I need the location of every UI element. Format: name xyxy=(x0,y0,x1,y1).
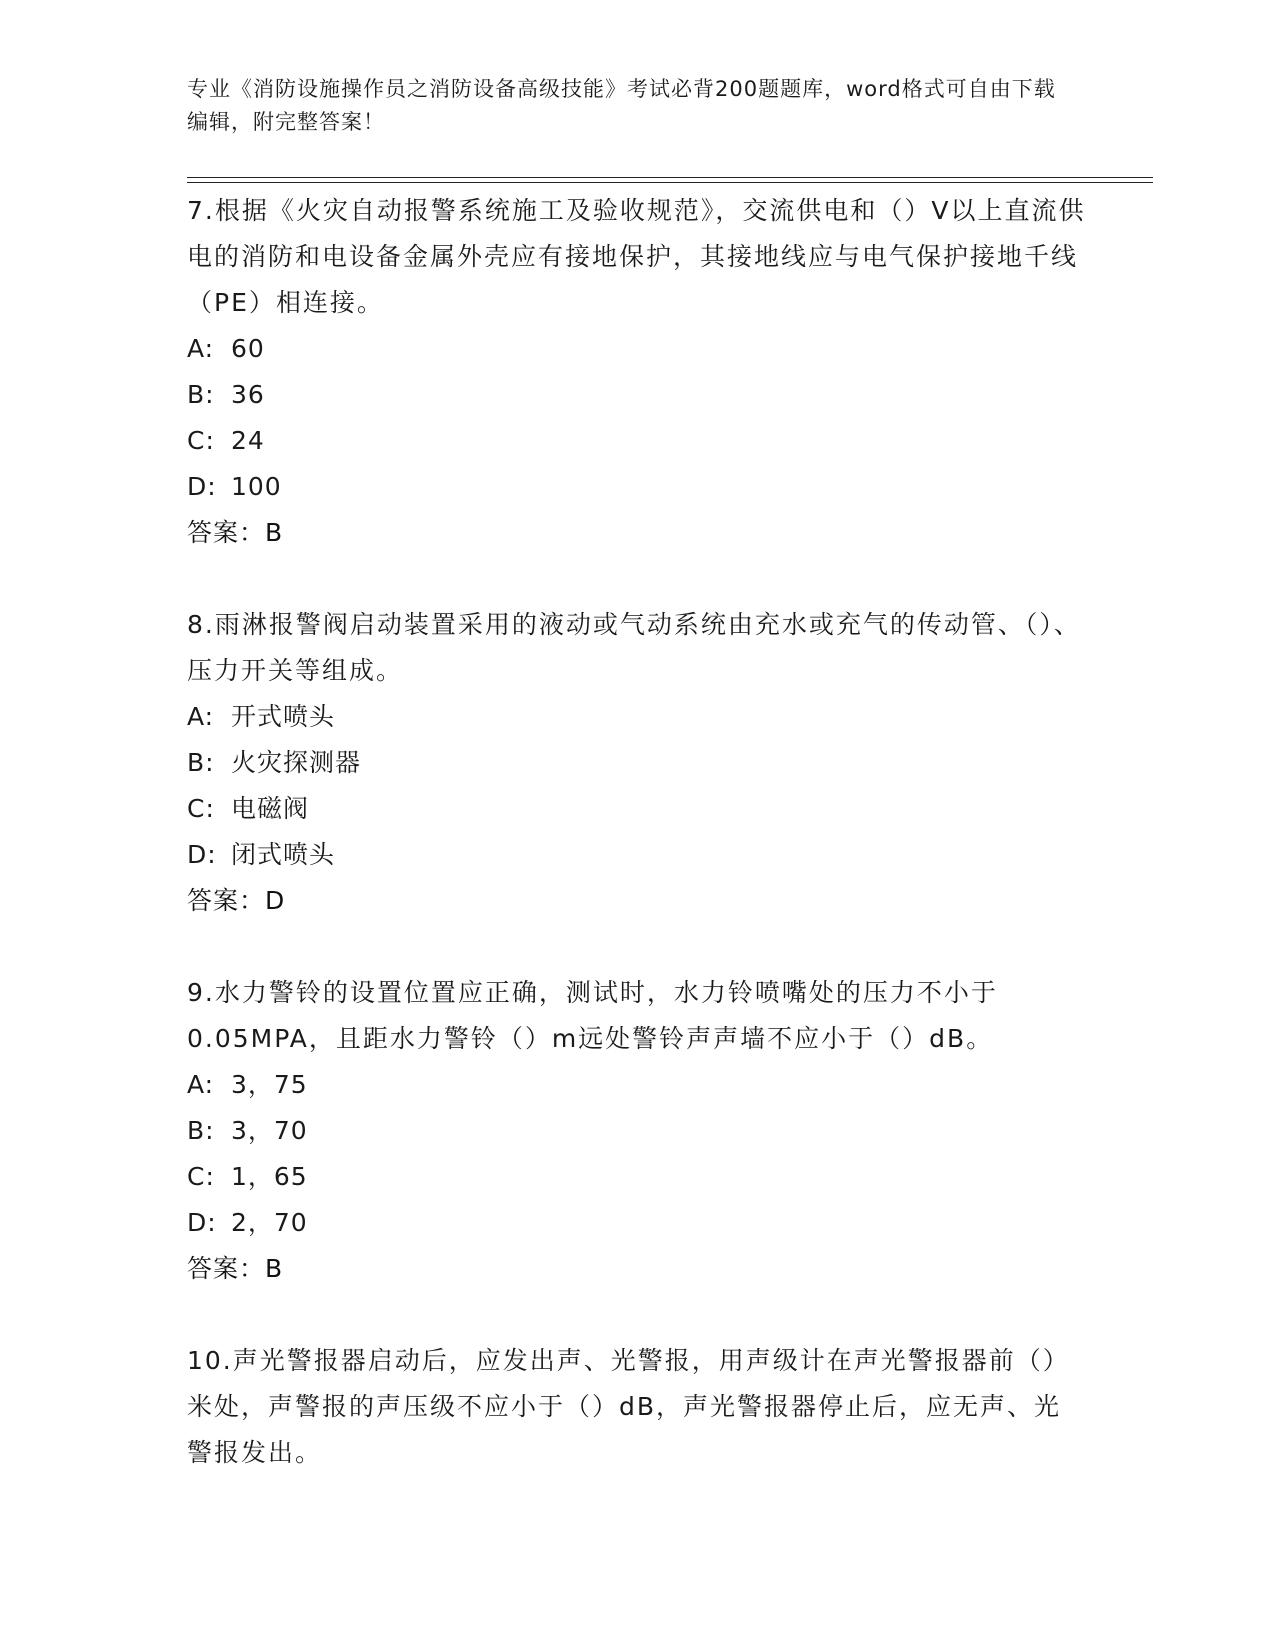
question-text: 9.水力警铃的设置位置应正确，测试时，水力铃喷嘴处的压力不小于0.05MPA，且距水力警铃（）m远处警铃声声墙不应小于（）dB。 xyxy=(187,978,998,1053)
option-letter: A: xyxy=(187,702,215,731)
option-letter: B: xyxy=(187,1116,215,1145)
question-text: 8.雨淋报警阀启动装置采用的液动或气动系统由充水或充气的传动管、（）、压力开关等组成。 xyxy=(187,610,1081,685)
header-title: 专业《消防设施操作员之消防设备高级技能》考试必背200题题库，word格式可自由下载编辑，附完整答案！ xyxy=(187,77,1056,134)
option-letter: D: xyxy=(187,1208,217,1237)
option-b xyxy=(187,372,1087,418)
option-text: 闭式喷头 xyxy=(231,840,336,869)
question-8 xyxy=(187,602,1087,924)
document-header xyxy=(187,73,1067,139)
option-text: 24 xyxy=(231,426,265,455)
option-c xyxy=(187,418,1087,464)
option-text: 2，70 xyxy=(231,1208,308,1237)
option-text: 3，70 xyxy=(231,1116,308,1145)
option-letter: C: xyxy=(187,1162,215,1191)
option-letter: B: xyxy=(187,380,215,409)
question-text: 7.根据《火灾自动报警系统施工及验收规范》，交流供电和（）V以上直流供电的消防和电设备金属外壳应有接地保护，其接地线应与电气保护接地千线（PE）相连接。 xyxy=(187,196,1086,317)
question-9 xyxy=(187,970,1087,1292)
option-d xyxy=(187,464,1087,510)
answer-label: 答案： xyxy=(187,1254,266,1283)
option-b xyxy=(187,740,1087,786)
option-b xyxy=(187,1108,1087,1154)
option-text: 电磁阀 xyxy=(231,794,310,823)
option-text: 100 xyxy=(231,472,282,501)
answer-value: B xyxy=(265,518,284,547)
question-7 xyxy=(187,188,1087,556)
answer xyxy=(187,878,1087,924)
option-letter: C: xyxy=(187,794,215,823)
answer-label: 答案： xyxy=(187,518,266,547)
answer xyxy=(187,1246,1087,1292)
question-10 xyxy=(187,1338,1087,1476)
option-a xyxy=(187,694,1087,740)
header-divider xyxy=(187,177,1153,183)
option-text: 开式喷头 xyxy=(231,702,336,731)
option-letter: D: xyxy=(187,840,217,869)
option-text: 60 xyxy=(231,334,265,363)
option-c xyxy=(187,1154,1087,1200)
option-letter: A: xyxy=(187,334,215,363)
option-text: 1，65 xyxy=(231,1162,308,1191)
answer-value: B xyxy=(265,1254,284,1283)
option-d xyxy=(187,1200,1087,1246)
option-letter: C: xyxy=(187,426,215,455)
question-list xyxy=(187,188,1087,1522)
option-text: 3，75 xyxy=(231,1070,308,1099)
option-letter: D: xyxy=(187,472,217,501)
option-letter: B: xyxy=(187,748,215,777)
option-text: 36 xyxy=(231,380,265,409)
answer xyxy=(187,510,1087,556)
option-c xyxy=(187,786,1087,832)
option-letter: A: xyxy=(187,1070,215,1099)
question-text: 10.声光警报器启动后，应发出声、光警报，用声级计在声光警报器前（）米处，声警报的声压级不应小于（）dB，声光警报器停止后，应无声、光警报发出。 xyxy=(187,1346,1070,1467)
option-a xyxy=(187,326,1087,372)
option-a xyxy=(187,1062,1087,1108)
option-text: 火灾探测器 xyxy=(231,748,362,777)
answer-value: D xyxy=(265,886,286,915)
answer-label: 答案： xyxy=(187,886,266,915)
option-d xyxy=(187,832,1087,878)
